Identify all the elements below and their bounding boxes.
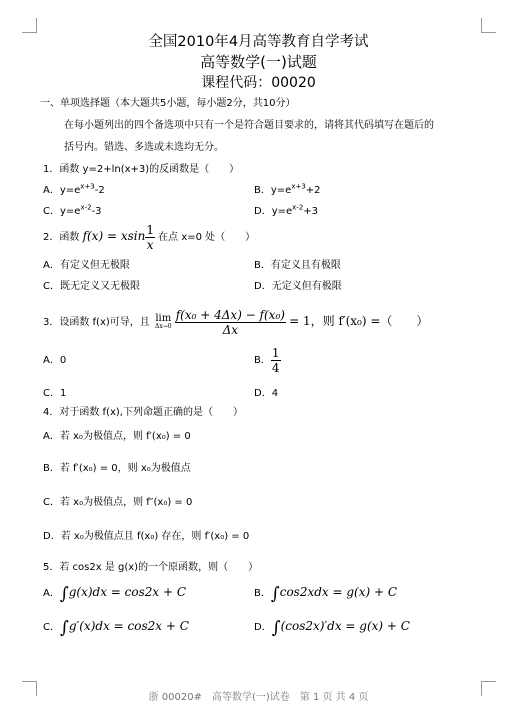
q4-option-d: D．若 x₀为极值点且 f(x₀) 存在，则 f′(x₀) = 0 [43, 531, 250, 542]
q1-option-c: C．$y=e^{x-2}-3$ [43, 203, 102, 217]
page-footer: 浙 00020# 高等数学(一)试卷 第 1 页 共 4 页 [148, 692, 369, 703]
q2-option-b: B．有定义且有极限 [254, 260, 341, 271]
integral-sign: ∫ [59, 584, 69, 604]
q2-option-d: D．无定义但有极限 [254, 281, 342, 292]
q2-stem: 2．函数 f(x) = xsin $\frac{1}{x}$ 在点 x=0 处（ ） [43, 222, 256, 252]
q5-stem: 5．若 cos2x 是 g(x)的一个原函数，则（ ） [43, 562, 259, 573]
q4-option-a: A．若 x₀为极值点，则 f′(x₀) = 0 [43, 431, 191, 442]
section-instruction-line-2: 括号内。错选、多选或未选均无分。 [64, 142, 224, 153]
q1-option-a: A．$y=e^{x+3}-2$ [43, 182, 105, 196]
q3-stem: 3．设函数 f(x)可导，且 lim Δx→0 $\frac{\text{f(x₀ + 4Δx) − f(x₀)}}{\Delta x}$ = 1，则 f′(x₀) =（ ） [43, 307, 429, 337]
section-heading: 一、单项选择题（本大题共5小题，每小题2分，共10分） [40, 98, 296, 109]
q1-option-d: D．$y=e^{x-2}+3$ [254, 203, 319, 217]
q1-stem: 1．函数 y=2+ln(x+3)的反函数是（ ） [43, 164, 240, 175]
q3-option-c: C．1 [43, 388, 67, 399]
exam-subtitle: 高等数学(一)试题 [200, 53, 317, 71]
q2-option-c: C．既无定义又无极限 [43, 281, 140, 292]
q3-option-d: D．4 [254, 388, 279, 399]
q4-stem: 4．对于函数 f(x),下列命题正确的是（ ） [43, 407, 243, 418]
q5-option-b: B．∫cos2xdx = g(x) + C [254, 584, 398, 604]
q1-option-b: B．$y=e^{x+3}+2$ [254, 182, 321, 196]
q5-option-d: D．∫(cos2x)′dx = g(x) + C [254, 618, 410, 638]
integral-sign: ∫ [271, 618, 281, 638]
q3-option-b: B． $\frac{1}{4}$ [254, 345, 280, 375]
section-instruction-line-1: 在每小题列出的四个备选项中只有一个是符合题目要求的，请将其代码填写在题后的 [64, 120, 434, 131]
q5-option-c: C．∫g′(x)dx = cos2x + C [43, 618, 189, 638]
q2-option-a: A．有定义但无极限 [43, 260, 130, 271]
q4-option-b: B．若 f′(x₀) = 0，则 x₀为极值点 [43, 463, 191, 474]
exam-title: 全国2010年4月高等教育自学考试 [148, 34, 369, 50]
q3-option-a: A．0 [43, 355, 67, 366]
integral-sign: ∫ [59, 618, 69, 638]
q5-option-a: A．∫g(x)dx = cos2x + C [43, 584, 187, 604]
q4-option-c: C．若 x₀为极值点，则 f″(x₀) = 0 [43, 497, 193, 508]
course-code: 课程代码：00020 [201, 75, 316, 91]
integral-sign: ∫ [270, 584, 280, 604]
